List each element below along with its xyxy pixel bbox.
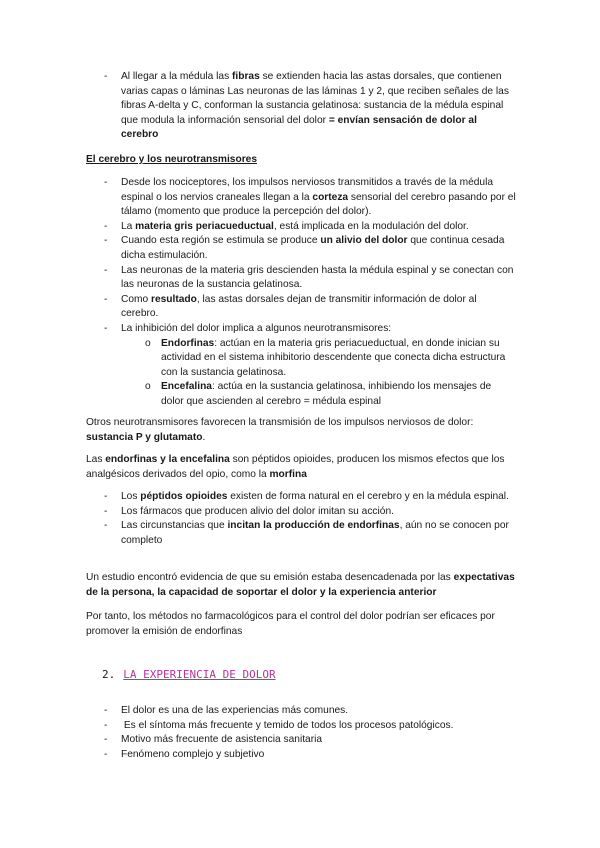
paragraph-opioids: Las endorfinas y la encefalina son péptidos opioides, producen los mismos efectos que los analgésicos derivados del opio, como la morfina — [86, 454, 505, 480]
brain-list — [86, 176, 516, 410]
experience-list — [86, 704, 516, 762]
section-number: 2. — [102, 668, 116, 681]
subheading-brain: El cerebro y los neurotransmisores — [86, 154, 257, 165]
list-item: - Es el síntoma más frecuente y temido de todos los procesos patológicos. — [86, 719, 516, 734]
sub-list-item: o Encefalina: actúa en la sustancia gelatinosa, inhibiendo los mensajes de dolor que ascienden al cerebro = médula espinal — [121, 380, 516, 409]
sub-list-item: o Endorfinas: actúan en la materia gris periacueductual, en donde inician su actividad en el sistema inhibitorio descendente que conecta dicha estructura con la sustancia gelatinosa. — [121, 337, 516, 381]
list-item: - Al llegar a la médula las fibras se extienden hacia las astas dorsales, que contienen varias capas o láminas Las neuronas de las láminas 1 y 2, que reciben señales de las fibras A-delta y C, conforman la sustancia gelatinosa: sustancia de la médula espinal que modula la información sensorial del dolor = envían sensación de dolor al cerebro — [86, 70, 516, 143]
list-item: - Cuando esta región se estimula se produce un alivio del dolor que continua cesada dicha estimulación. — [86, 234, 516, 263]
intro-list — [86, 70, 516, 143]
list-item: - El dolor es una de las experiencias más comunes. — [86, 704, 516, 719]
list-item: - Desde los nociceptores, los impulsos nerviosos transmitidos a través de la médula espinal o los nervios craneales llegan a la corteza sensorial del cerebro pasando por el tálamo (momento que produce la percepción del dolor). — [86, 176, 516, 220]
peptide-list — [86, 490, 516, 548]
section-2-heading — [102, 668, 276, 683]
list-item: - Las circunstancias que incitan la producción de endorfinas, aún no se conocen por completo — [86, 519, 516, 548]
list-item: - La inhibición del dolor implica a algunos neurotransmisores: — [86, 322, 516, 337]
list-item: - Las neuronas de la materia gris descienden hasta la médula espinal y se conectan con las neuronas de la sustancia gelatinosa. — [86, 264, 516, 293]
list-item: - Como resultado, las astas dorsales dejan de transmitir información de dolor al cerebro. — [86, 293, 516, 322]
list-item: - Fenómeno complejo y subjetivo — [86, 748, 516, 763]
paragraph-study: Un estudio encontró evidencia de que su emisión estaba desencadenada por las expectativas de la persona, la capacidad de soportar el dolor y la experiencia anterior — [86, 572, 515, 598]
paragraph-conclusion: Por tanto, los métodos no farmacológicos para el control del dolor podrían ser eficaces por promover la emisión de endorfinas — [86, 611, 495, 637]
list-item: - La materia gris periacueductual, está implicada en la modulación del dolor. — [86, 220, 516, 235]
section-title: LA EXPERIENCIA DE DOLOR — [123, 668, 276, 681]
list-item: - Los péptidos opioides existen de forma natural en el cerebro y en la médula espinal. — [86, 490, 516, 505]
list-item: - Los fármacos que producen alivio del dolor imitan su acción. — [86, 505, 516, 520]
list-item: - Motivo más frecuente de asistencia sanitaria — [86, 733, 516, 748]
paragraph-neurotransmitters: Otros neurotransmisores favorecen la transmisión de los impulsos nerviosos de dolor: sustancia P y glutamato. — [86, 417, 474, 443]
